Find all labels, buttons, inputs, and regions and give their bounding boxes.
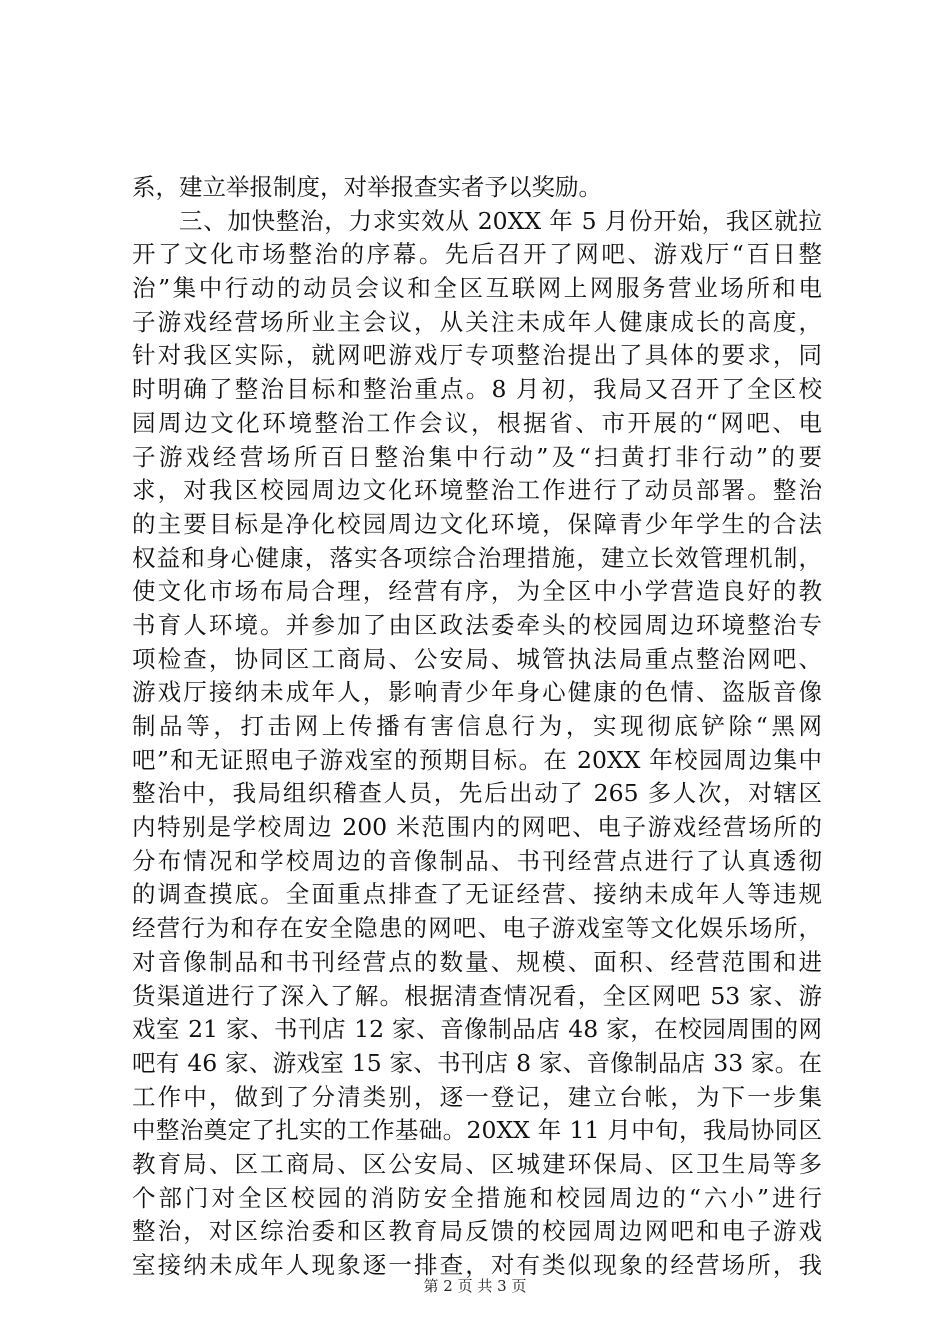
- text-line: 分布情况和学校周边的音像制品、书刊经营点进行了认真透彻: [132, 846, 822, 875]
- text-line: 项检查，协同区工商局、公安局、城管执法局重点整治网吧、: [132, 644, 822, 673]
- text-line: 权益和身心健康，落实各项综合治理措施，建立长效管理机制，: [132, 543, 822, 572]
- text-line: 的主要目标是净化校园周边文化环境，保障青少年学生的合法: [132, 509, 822, 538]
- text-line: 整治中，我局组织稽查人员，先后出动了 265 多人次，对辖区: [132, 779, 822, 808]
- text-line: 中整治奠定了扎实的工作基础。20XX 年 11 月中旬，我局协同区: [132, 1116, 822, 1145]
- text-line: 开了文化市场整治的序幕。先后召开了网吧、游戏厅“百日整: [132, 240, 822, 269]
- body-text: [132, 171, 822, 1283]
- text-line: 室接纳未成年人现象逐一排查，对有类似现象的经营场所，我: [132, 1251, 822, 1279]
- text-line: 求，对我区校园周边文化环境整治工作进行了动员部署。整治: [132, 476, 822, 505]
- text-line: 内特别是学校周边 200 米范围内的网吧、电子游戏经营场所的: [132, 813, 822, 842]
- text-line: 针对我区实际，就网吧游戏厅专项整治提出了具体的要求，同: [132, 341, 822, 370]
- text-line: 三、加快整治，力求实效从 20XX 年 5 月份开始，我区就拉: [179, 206, 822, 235]
- text-line: 时明确了整治目标和整治重点。8 月初，我局又召开了全区校: [132, 375, 822, 404]
- text-line: 货渠道进行了深入了解。根据清查情况看，全区网吧 53 家、游: [132, 981, 822, 1010]
- text-line: 园周边文化环境整治工作会议，根据省、市开展的“网吧、电: [132, 408, 822, 437]
- text-line: 吧有 46 家、游戏室 15 家、书刊店 8 家、音像制品店 33 家。在: [132, 1048, 822, 1077]
- text-line: 对音像制品和书刊经营点的数量、规模、面积、经营范围和进: [132, 947, 822, 976]
- text-line: 书育人环境。并参加了由区政法委牵头的校园周边环境整治专: [132, 610, 822, 639]
- text-line: 制品等，打击网上传播有害信息行为，实现彻底铲除“黑网: [132, 712, 822, 740]
- page-footer: 第 2 页 共 3 页: [423, 1277, 527, 1295]
- text-line: 治”集中行动的动员会议和全区互联网上网服务营业场所和电: [132, 274, 822, 303]
- text-line: 子游戏经营场所业主会议，从关注未成年人健康成长的高度，: [132, 307, 822, 336]
- text-line: 吧”和无证照电子游戏室的预期目标。在 20XX 年校园周边集中: [132, 745, 822, 774]
- text-line: 整治，对区综治委和区教育局反馈的校园周边网吧和电子游戏: [132, 1217, 822, 1246]
- text-line: 游戏厅接纳未成年人，影响青少年身心健康的色情、盗版音像: [132, 678, 822, 707]
- text-line: 个部门对全区校园的消防安全措施和校园周边的“六小”进行: [132, 1183, 822, 1212]
- text-line: 的调查摸底。全面重点排查了无证经营、接纳未成年人等违规: [132, 880, 822, 909]
- text-line: 工作中，做到了分清类别，逐一登记，建立台帐，为下一步集: [132, 1082, 822, 1111]
- text-line: 系，建立举报制度，对举报查实者予以奖励。: [132, 173, 602, 201]
- text-line: 教育局、区工商局、区公安局、区城建环保局、区卫生局等多: [132, 1149, 822, 1178]
- text-line: 经营行为和存在安全隐患的网吧、电子游戏室等文化娱乐场所，: [132, 914, 822, 943]
- text-line: 戏室 21 家、书刊店 12 家、音像制品店 48 家，在校园周围的网: [132, 1015, 822, 1044]
- text-line: 使文化市场布局合理，经营有序，为全区中小学营造良好的教: [132, 577, 822, 606]
- text-line: 子游戏经营场所百日整治集中行动”及“扫黄打非行动”的要: [132, 442, 822, 471]
